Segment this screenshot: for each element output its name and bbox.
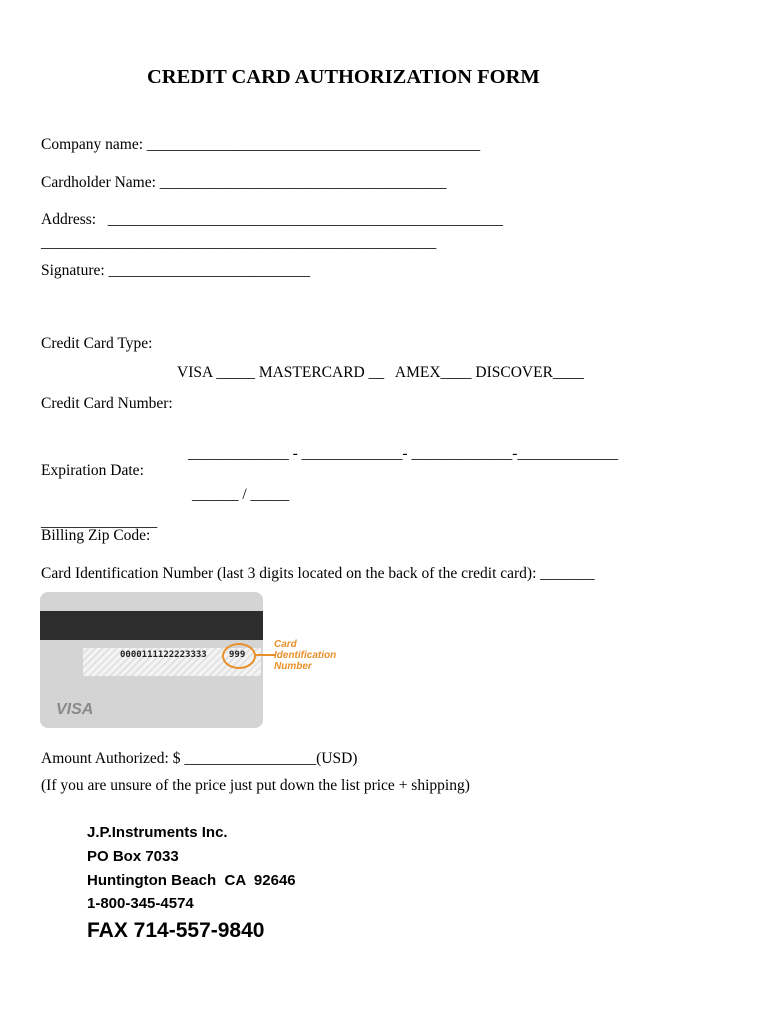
amount-note: (If you are unsure of the price just put down the list price + shipping) [41,777,470,794]
cvv-highlight-circle [222,643,256,669]
visa-logo: VISA [56,701,94,718]
zip-field[interactable]: _______________ [41,513,158,530]
expiration-field[interactable]: ______ / _____ [192,486,290,503]
company-address-city: Huntington Beach CA 92646 [87,872,296,889]
callout-arrow [255,654,275,656]
company-address-name: J.P.Instruments Inc. [87,824,228,841]
cid-field[interactable]: Card Identification Number (last 3 digits located on the back of the credit card): _______ [41,565,595,582]
card-type-options[interactable]: VISA _____ MASTERCARD __ AMEX____ DISCOVER____ [177,364,584,381]
card-back-illustration [40,592,263,728]
card-number-label: Credit Card Number: [41,395,173,412]
magnetic-stripe [40,611,263,640]
card-type-label: Credit Card Type: [41,335,153,352]
address-field-line2[interactable]: ___________________________________________________ [41,234,437,251]
card-number-sample: 0000111122223333 [120,650,207,660]
company-phone: 1-800-345-4574 [87,895,194,912]
company-address-pobox: PO Box 7033 [87,848,179,865]
signature-field[interactable]: Signature: __________________________ [41,262,311,279]
cvv-sample: 999 [229,650,246,660]
cid-callout-label: Card Identification Number [274,639,337,672]
card-number-field[interactable]: _____________ - _____________- _____________-_____________ [188,445,619,462]
company-fax: FAX 714-557-9840 [87,919,265,942]
address-field[interactable]: Address: ___________________________________________________ [41,211,503,228]
company-name-field[interactable]: Company name: ___________________________________________ [41,136,481,153]
amount-field[interactable]: Amount Authorized: $ _________________(USD) [41,750,358,767]
cardholder-name-field[interactable]: Cardholder Name: _____________________________________ [41,174,447,191]
expiration-label: Expiration Date: [41,462,144,479]
zip-label: Billing Zip Code: [41,527,151,544]
form-title: CREDIT CARD AUTHORIZATION FORM [147,66,540,88]
